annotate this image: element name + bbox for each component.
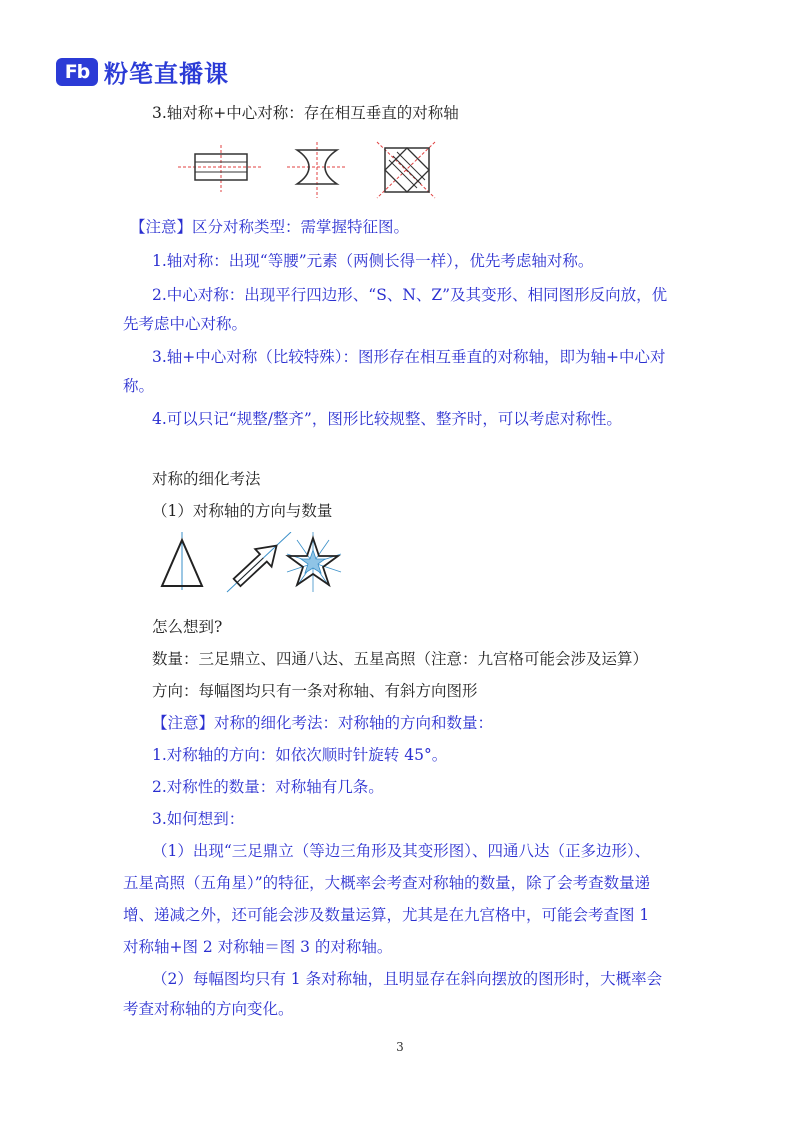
note2-item-4-cont1: 五星高照（五角星）”的特征，大概率会考查对称轴的数量，除了会考查数量递 [123,874,651,892]
note1-title: 【注意】区分对称类型：需掌握特征图。 [130,218,410,236]
note1-item-3: 3.轴+中心对称（比较特殊）：图形存在相互垂直的对称轴，即为轴+中心对 [152,348,666,366]
symmetry-figures-row1 [175,140,455,202]
figure-bowtie [287,142,347,198]
note2-item-1: 1.对称轴的方向：如依次顺时针旋转 45°。 [152,746,448,764]
note1-item-3-cont: 称。 [123,377,155,395]
figure-square-diagonal [377,142,435,198]
note1-item-2: 2.中心对称：出现平行四边形、“S、N、Z”及其变形、相同图形反向放，优 [152,286,668,304]
note1-item-2-cont: 先考虑中心对称。 [123,315,248,333]
page-number: 3 [396,1040,404,1054]
note1-item-4: 4.可以只记“规整/整齐”，图形比较规整、整齐时，可以考虑对称性。 [152,410,622,428]
note2-item-3: 3.如何想到： [152,810,245,828]
think-direction: 方向：每幅图均只有一条对称轴、有斜方向图形 [152,682,478,700]
note2-title: 【注意】对称的细化考法：对称轴的方向和数量： [152,714,494,732]
symmetry-figures-row2 [155,532,355,596]
figure-rectangle [178,145,263,192]
think-question: 怎么想到? [152,618,223,636]
section-heading: 3.轴对称+中心对称：存在相互垂直的对称轴 [152,104,459,122]
section-title: 对称的细化考法 [152,470,261,488]
note2-item-4: （1）出现“三足鼎立（等边三角形及其变形图）、四通八达（正多边形）、 [152,842,651,860]
figure-triangle [162,532,202,590]
note2-item-5-cont: 考查对称轴的方向变化。 [123,1000,294,1018]
figure-diagonal-arrow [227,532,291,592]
logo [56,54,229,89]
think-quantity: 数量：三足鼎立、四通八达、五星高照（注意：九宫格可能会涉及运算） [152,650,649,668]
note2-item-4-cont2: 增、递减之外，还可能会涉及数量运算，尤其是在九宫格中，可能会考查图 1 [123,906,650,924]
note1-item-1: 1.轴对称：出现“等腰”元素（两侧长得一样），优先考虑轴对称。 [152,252,594,270]
figure-star [287,532,341,592]
note2-item-2: 2.对称性的数量：对称轴有几条。 [152,778,384,796]
logo-text: 粉笔直播课 [104,60,229,88]
note2-item-4-cont3: 对称轴+图 2 对称轴＝图 3 的对称轴。 [123,938,393,956]
logo-mark: Fb [56,58,98,86]
note2-item-5: （2）每幅图均只有 1 条对称轴，且明显存在斜向摆放的图形时，大概率会 [152,970,663,988]
section-subtitle: （1）对称轴的方向与数量 [152,502,333,520]
